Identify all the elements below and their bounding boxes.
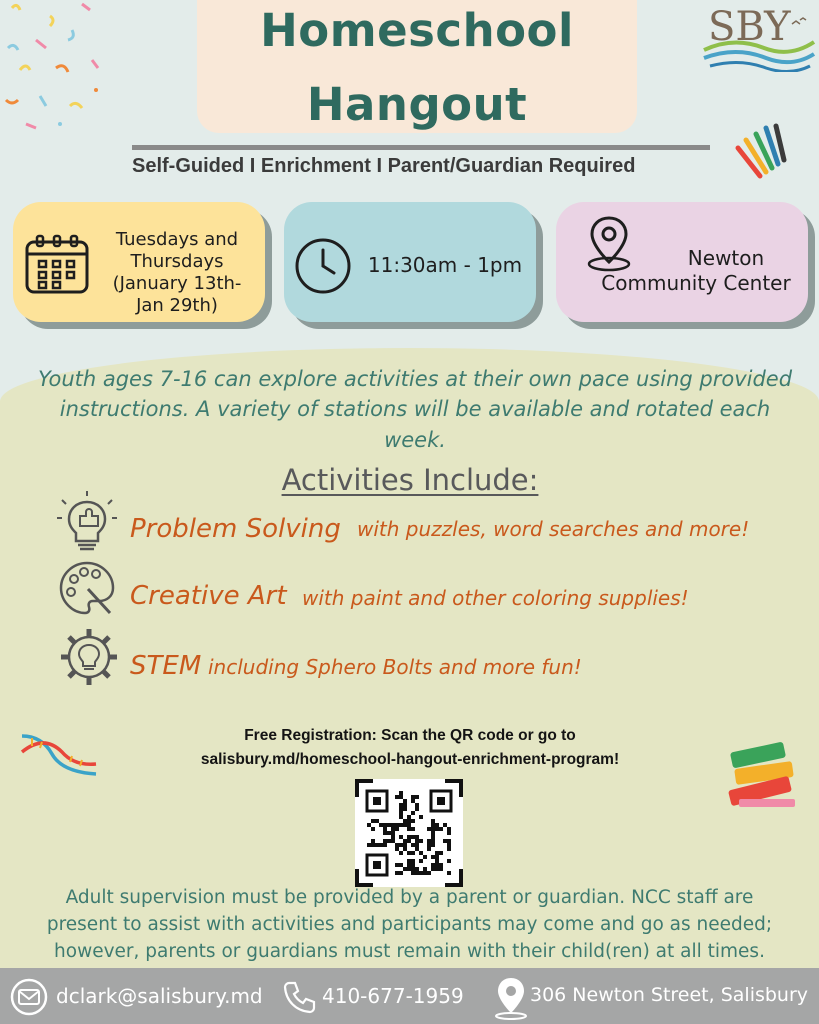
intro-line3: week. <box>384 427 446 452</box>
books-icon <box>725 733 801 811</box>
registration-link[interactable]: salisbury.md/homeschool-hangout-enrichment-program! <box>200 751 620 768</box>
time-text: 11:30am - 1pm <box>367 253 523 277</box>
activity-stem <box>0 625 819 687</box>
location-pin-icon <box>492 976 530 1020</box>
location-card <box>556 202 808 322</box>
activity-name: Creative Art <box>130 581 287 611</box>
date-line1: Tuesdays and <box>115 229 239 250</box>
confetti-decoration <box>0 0 110 140</box>
registration-line1: Free Registration: Scan the QR code or go to <box>244 727 576 744</box>
closing-line1: Adult supervision must be provided by a parent or guardian. NCC staff are <box>65 887 754 908</box>
activity-desc: with puzzles, word searches and more! <box>357 517 750 541</box>
page-title-line2: Hangout <box>306 78 528 131</box>
phone-link[interactable]: 410-677-1959 <box>322 984 464 1008</box>
address-text: 306 Newton Street, Salisbury <box>530 984 809 1006</box>
intro-line2: instructions. A variety of stations will be available and rotated each <box>59 397 771 422</box>
calendar-icon <box>23 232 91 296</box>
email-link[interactable]: dclark@salisbury.md <box>56 984 263 1008</box>
colored-pencils-icon <box>728 118 790 182</box>
palette-icon <box>56 557 118 619</box>
time-card <box>284 202 536 322</box>
puzzle-bulb-icon <box>56 490 118 552</box>
closing-text <box>0 885 819 965</box>
email-icon <box>10 978 48 1016</box>
contact-footer <box>0 968 819 1024</box>
activity-desc: with paint and other coloring supplies! <box>302 586 689 610</box>
closing-line2: present to assist with activities and participants may come and go as needed; <box>46 913 773 935</box>
page-title-line1: Homeschool <box>260 4 574 57</box>
place-line2: Community Center <box>601 271 791 295</box>
activity-name: STEM <box>130 651 202 681</box>
closing-line3: however, parents or guardians must remain with their child(ren) at all times. <box>54 940 765 962</box>
date-line3: (January 13th- <box>112 272 242 294</box>
intro-line1: Youth ages 7-16 can explore activities at their own pace using provided <box>37 367 793 391</box>
date-card <box>13 202 265 322</box>
activity-name: Problem Solving <box>130 514 341 544</box>
phone-icon <box>282 980 316 1014</box>
activity-problem-solving <box>0 490 819 552</box>
subtitle: Self-Guided I Enrichment I Parent/Guardian Required <box>132 155 636 177</box>
activity-creative-art <box>0 557 819 619</box>
title-banner <box>197 0 637 133</box>
logo-text: SBY <box>708 4 791 50</box>
gear-bulb-icon <box>56 625 122 689</box>
clock-icon <box>294 237 352 295</box>
activities-heading: Activities Include: <box>281 463 539 497</box>
intro-text <box>10 364 819 455</box>
place-line1: Newton <box>687 246 765 270</box>
divider <box>132 145 710 150</box>
activity-desc: including Sphero Bolts and more fun! <box>208 655 582 679</box>
dna-icon <box>18 728 100 783</box>
date-line2: Thursdays <box>130 250 224 272</box>
qr-code[interactable] <box>355 779 463 887</box>
sby-logo <box>700 0 818 72</box>
date-line4: Jan 29th) <box>136 294 218 316</box>
